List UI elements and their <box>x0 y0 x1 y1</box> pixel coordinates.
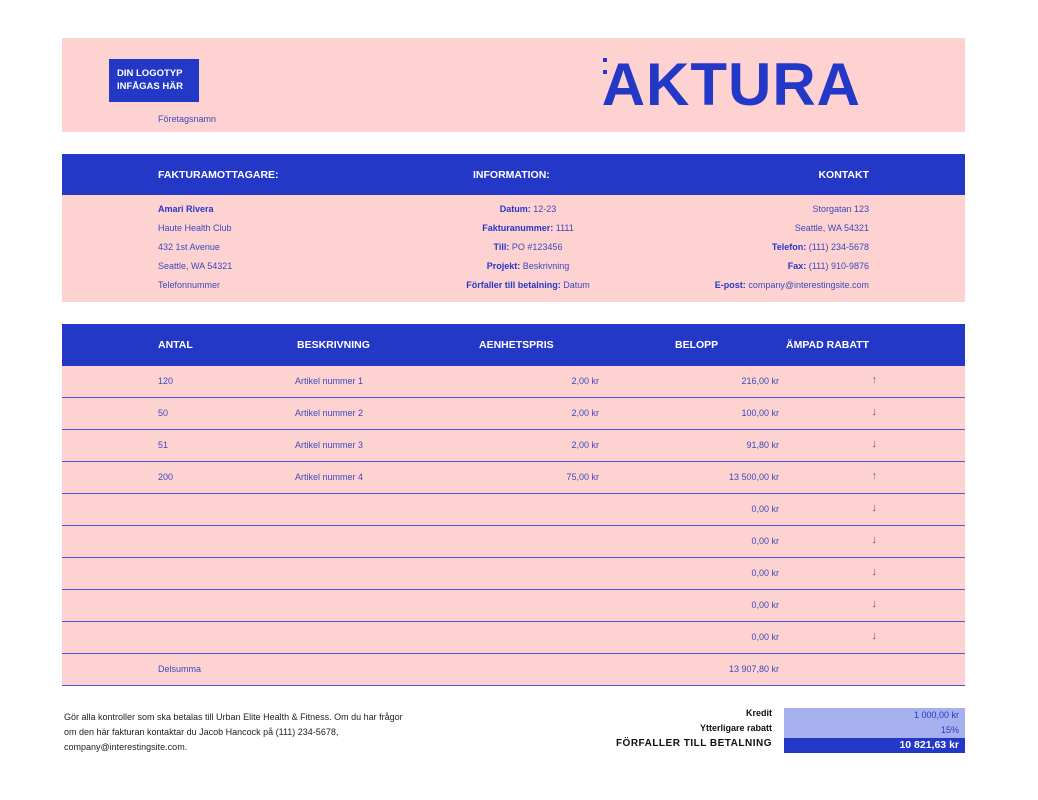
amount-due-value: 10 821,63 kr <box>784 738 965 753</box>
payment-note: Gör alla kontroller som ska betalas till Urban Elite Health & Fitness. Om du har frågor om den här fakturan kontaktar du Jacob Hancock på (111) 234-5678, company@interestingsite.com. <box>64 712 403 752</box>
arrow-down-icon: ↓ <box>871 566 877 578</box>
info-project: Projekt: Beskrivning <box>486 261 570 271</box>
recipient-heading: FAKTURAMOTTAGARE: <box>158 169 279 181</box>
recipient-company: Haute Health Club <box>158 223 232 233</box>
row-description: Artikel nummer 3 <box>295 440 364 450</box>
row-amount: 216,00 kr <box>741 376 779 386</box>
arrow-down-icon: ↓ <box>871 406 877 418</box>
row-amount: 0,00 kr <box>751 632 779 642</box>
col-header-qty: ANTAL <box>158 339 193 351</box>
logo-line-1: DIN LOGOTYP <box>117 68 183 79</box>
recipient-city: Seattle, WA 54321 <box>158 261 233 271</box>
subtotal-row <box>62 654 965 686</box>
col-header-amount: BELOPP <box>675 339 719 351</box>
col-header-desc: BESKRIVNING <box>297 339 370 351</box>
amount-due-label: FÖRFALLER TILL BETALNING <box>615 738 772 749</box>
info-invoice-number: Fakturanummer: 1111 <box>482 223 574 233</box>
subtotal-value: 13 907,80 kr <box>728 664 779 674</box>
info-due-date: Förfaller till betalning: Datum <box>466 280 590 290</box>
info-header-bar <box>62 154 965 195</box>
credit-value: 1 000,00 kr <box>784 708 965 723</box>
invoice-title: AKTURA <box>601 51 861 118</box>
info-date: Datum: 12-23 <box>499 204 557 214</box>
table-row <box>62 558 965 590</box>
recipient-name: Amari Rivera <box>158 204 214 214</box>
col-header-unit-price: AENHETSPRIS <box>479 339 554 351</box>
info-section <box>62 195 965 302</box>
arrow-up-icon: ↑ <box>871 470 877 482</box>
arrow-up-icon: ↑ <box>871 374 877 386</box>
contact-fax: Fax: (111) 910-9876 <box>787 261 869 271</box>
table-row <box>62 366 965 398</box>
row-amount: 100,00 kr <box>741 408 779 418</box>
table-row <box>62 590 965 622</box>
arrow-down-icon: ↓ <box>871 598 877 610</box>
table-row <box>62 494 965 526</box>
row-description: Artikel nummer 4 <box>295 472 364 482</box>
recipient-block <box>158 200 232 295</box>
contact-street: Storgatan 123 <box>812 204 869 214</box>
arrow-down-icon: ↓ <box>871 534 877 546</box>
table-row <box>62 398 965 430</box>
row-qty: 120 <box>158 376 174 386</box>
arrow-down-icon: ↓ <box>871 438 877 450</box>
row-description: Artikel nummer 2 <box>295 408 364 418</box>
row-description: Artikel nummer 1 <box>295 376 364 386</box>
subtotal-label: Delsumma <box>158 664 202 674</box>
row-amount: 0,00 kr <box>751 536 779 546</box>
col-header-discount: ÄMPAD RABATT <box>785 339 869 351</box>
contact-block <box>715 200 869 295</box>
company-name: Företagsnamn <box>158 114 217 124</box>
row-amount: 0,00 kr <box>751 568 779 578</box>
information-block <box>448 200 608 295</box>
information-heading: INFORMATION: <box>473 169 550 181</box>
invoice-header <box>62 38 965 132</box>
logo-line-2: INFÅGAS HÄR <box>117 81 183 92</box>
table-row <box>62 430 965 462</box>
row-qty: 51 <box>158 440 169 450</box>
contact-phone: Telefon: (111) 234-5678 <box>771 242 869 252</box>
row-qty: 50 <box>158 408 169 418</box>
discount-label: Ytterligare rabatt <box>699 723 772 733</box>
row-unit-price: 2,00 kr <box>571 440 599 450</box>
table-row <box>62 526 965 558</box>
row-unit-price: 75,00 kr <box>566 472 599 482</box>
row-amount: 0,00 kr <box>751 504 779 514</box>
table-row <box>62 462 965 494</box>
info-to: Till: PO #123456 <box>493 242 563 252</box>
discount-value: 15% <box>784 723 965 738</box>
recipient-street: 432 1st Avenue <box>158 242 220 252</box>
row-amount: 91,80 kr <box>746 440 779 450</box>
contact-city: Seattle, WA 54321 <box>794 223 869 233</box>
credit-label: Kredit <box>745 708 772 718</box>
arrow-down-icon: ↓ <box>871 630 877 642</box>
row-qty: 200 <box>158 472 174 482</box>
logo-placeholder <box>109 59 199 102</box>
row-amount: 0,00 kr <box>751 600 779 610</box>
contact-heading: KONTAKT <box>818 169 869 181</box>
items-table-header <box>62 324 965 366</box>
row-unit-price: 2,00 kr <box>571 376 599 386</box>
contact-email: E-post: company@interestingsite.com <box>714 280 869 290</box>
row-amount: 13 500,00 kr <box>728 472 779 482</box>
table-row <box>62 622 965 654</box>
row-unit-price: 2,00 kr <box>571 408 599 418</box>
recipient-phone: Telefonnummer <box>158 280 221 290</box>
arrow-down-icon: ↓ <box>871 502 877 514</box>
